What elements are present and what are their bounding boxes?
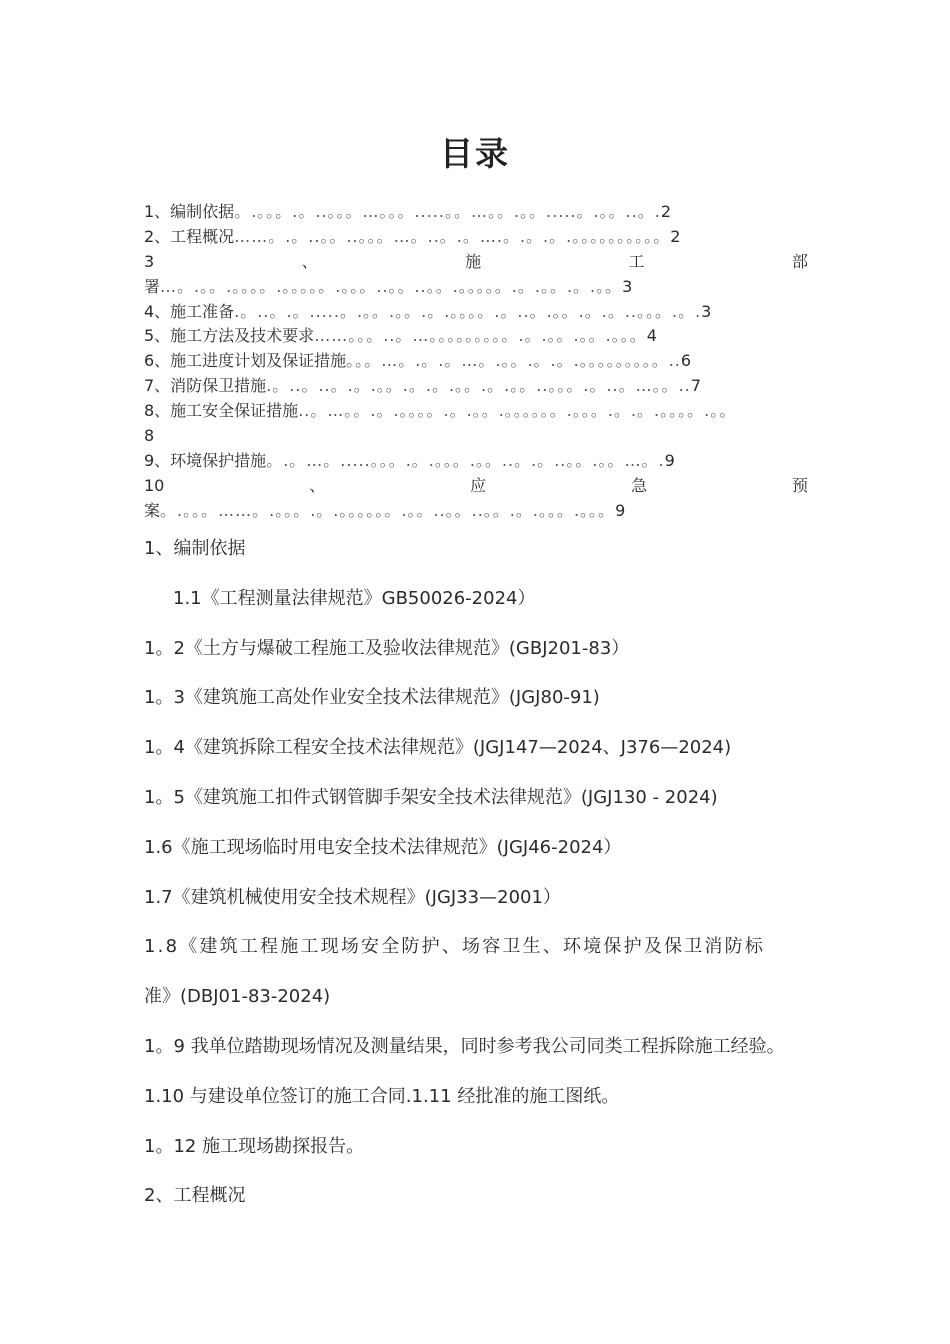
toc-entry-label-part: 、 — [309, 475, 326, 495]
toc-page-number: 9 — [664, 450, 675, 470]
toc-leader: …。.。。.。。。。.。。。。。.。。。..。。..。。.。。。。。.。.。。.。.。。 — [160, 276, 623, 296]
toc-leader: 。。。…。.。.。…。.。。.。.。.。。。。。。。。。.. — [346, 351, 681, 371]
toc-entry-label: 署 — [144, 276, 161, 296]
toc-entry-label: 2、工程概况 — [144, 226, 235, 246]
table-of-contents — [144, 200, 808, 524]
toc-entry-label: 1、编制依据 — [144, 202, 235, 221]
toc-entry-justified[interactable] — [144, 250, 808, 275]
reference-item: 1。2《土方与爆破工程施工及验收法律规范》(GBJ201-83） — [144, 637, 630, 659]
toc-entry[interactable] — [144, 324, 808, 349]
reference-item: 1。3《建筑施工高处作业安全技术法律规范》(JGJ80-91) — [144, 687, 600, 709]
toc-entry-label: 8、施工安全保证措施 — [144, 401, 299, 421]
toc-entry-label-part: 施 — [465, 251, 482, 271]
toc-entry-label-part: 、 — [301, 251, 318, 271]
toc-entry-label: 5、施工方法及技术要求 — [144, 326, 315, 346]
toc-leader: 。.。。。……。.。。。.。.。。。。。。.。。..。。..。。.。.。。。.。。。 — [160, 500, 616, 520]
section-heading: 1、编制依据 — [144, 538, 246, 559]
toc-entry-label: 案 — [144, 500, 161, 520]
reference-item: 1.7《建筑机械使用安全技术规程》(JGJ33—2001） — [144, 886, 561, 908]
toc-entry-label-part: 预 — [791, 475, 808, 495]
toc-entry[interactable] — [144, 200, 808, 225]
reference-item: 1.1《工程测量法律规范》GB50026-2024） — [173, 587, 536, 609]
toc-entry[interactable] — [144, 399, 808, 424]
toc-entry-continuation[interactable] — [144, 275, 808, 300]
toc-page-number: 3 — [701, 301, 712, 321]
toc-entry[interactable] — [144, 300, 808, 325]
reference-item: 1。5《建筑施工扣件式钢管脚手架安全技术法律规范》(JGJ130 - 2024) — [144, 786, 718, 808]
toc-leader: 。.。…。.....。。。.。.。。。.。。..。.。..。。.。。…。. — [266, 450, 665, 470]
toc-page-number: 7 — [690, 376, 702, 396]
reference-item-continuation: 准》(DBJ01-83-2024) — [144, 986, 331, 1008]
toc-entry[interactable] — [144, 449, 808, 474]
toc-entry-label: 6、施工进度计划及保证措施 — [144, 351, 347, 371]
toc-entry-label-part: 10 — [144, 475, 165, 495]
toc-leader: ……。.。..。。..。。。…。..。.。….。.。.。.。。。。。。。。。。 — [234, 226, 671, 246]
toc-entry-label: 4、施工准备 — [144, 301, 235, 321]
toc-entry-label-part: 工 — [628, 251, 645, 271]
toc-page-number: 6 — [680, 351, 692, 371]
toc-page-number: 9 — [615, 500, 626, 520]
reference-item: 1.6《施工现场临时用电安全技术法律规范》(JGJ46-2024） — [144, 836, 622, 858]
toc-page-number: 8 — [144, 426, 155, 446]
toc-entry-label: 7、消防保卫措施 — [144, 376, 267, 396]
toc-entry-justified[interactable] — [144, 474, 808, 499]
reference-item: 1。4《建筑拆除工程安全技术法律规范》(JGJ147—2024、J376—2024) — [144, 737, 732, 759]
toc-leader: ……。。。..。…。。。。。。。。。.。.。。.。。.。。。 — [314, 326, 647, 346]
toc-leader: 。.。。。.。..。。。…。。。.....。。…。。.。。.....。.。。..。. — [234, 202, 661, 221]
toc-entry-label: 9、环境保护措施 — [144, 450, 267, 470]
toc-entry-label-part: 应 — [470, 475, 487, 495]
reference-item: 1.10 与建设单位签订的施工合同.1.11 经批准的施工图纸。 — [144, 1085, 620, 1107]
toc-entry[interactable] — [144, 374, 808, 399]
toc-entry-label-part: 部 — [791, 251, 808, 271]
toc-entry[interactable] — [144, 225, 808, 250]
section-heading: 2、工程概况 — [144, 1185, 246, 1207]
toc-page-number: 3 — [622, 276, 633, 296]
toc-page-number: 4 — [646, 326, 657, 346]
document-body — [144, 536, 824, 1233]
toc-entry-label-part: 3 — [144, 251, 155, 271]
toc-entry-label-part: 急 — [631, 475, 648, 495]
reference-item: 1.8《建筑工程施工现场安全防护、场容卫生、环境保护及保卫消防标 — [144, 936, 766, 958]
toc-entry-continuation[interactable] — [144, 499, 808, 524]
page-title: 目录 — [440, 134, 510, 173]
toc-page-number: 2 — [670, 226, 681, 246]
toc-entry-continuation[interactable] — [144, 424, 808, 449]
reference-item: 1。12 施工现场勘探报告。 — [144, 1135, 365, 1157]
toc-leader: .。..。.。.....。.。。.。。.。.。。。。.。..。.。。.。.。..。。。.。. — [234, 301, 702, 321]
toc-page-number: 2 — [660, 202, 672, 221]
toc-entry[interactable] — [144, 349, 808, 374]
toc-leader: ..。…。。.。.。。。。.。.。。.。。。。。。.。。。.。.。.。。。。.。。 — [298, 401, 737, 421]
reference-item: 1。9 我单位踏勘现场情况及测量结果，同时参考我公司同类工程拆除施工经验。 — [144, 1035, 785, 1057]
toc-leader: .。..。..。.。.。。.。.。.。。.。.。。..。。。.。..。…。。.. — [266, 376, 691, 396]
